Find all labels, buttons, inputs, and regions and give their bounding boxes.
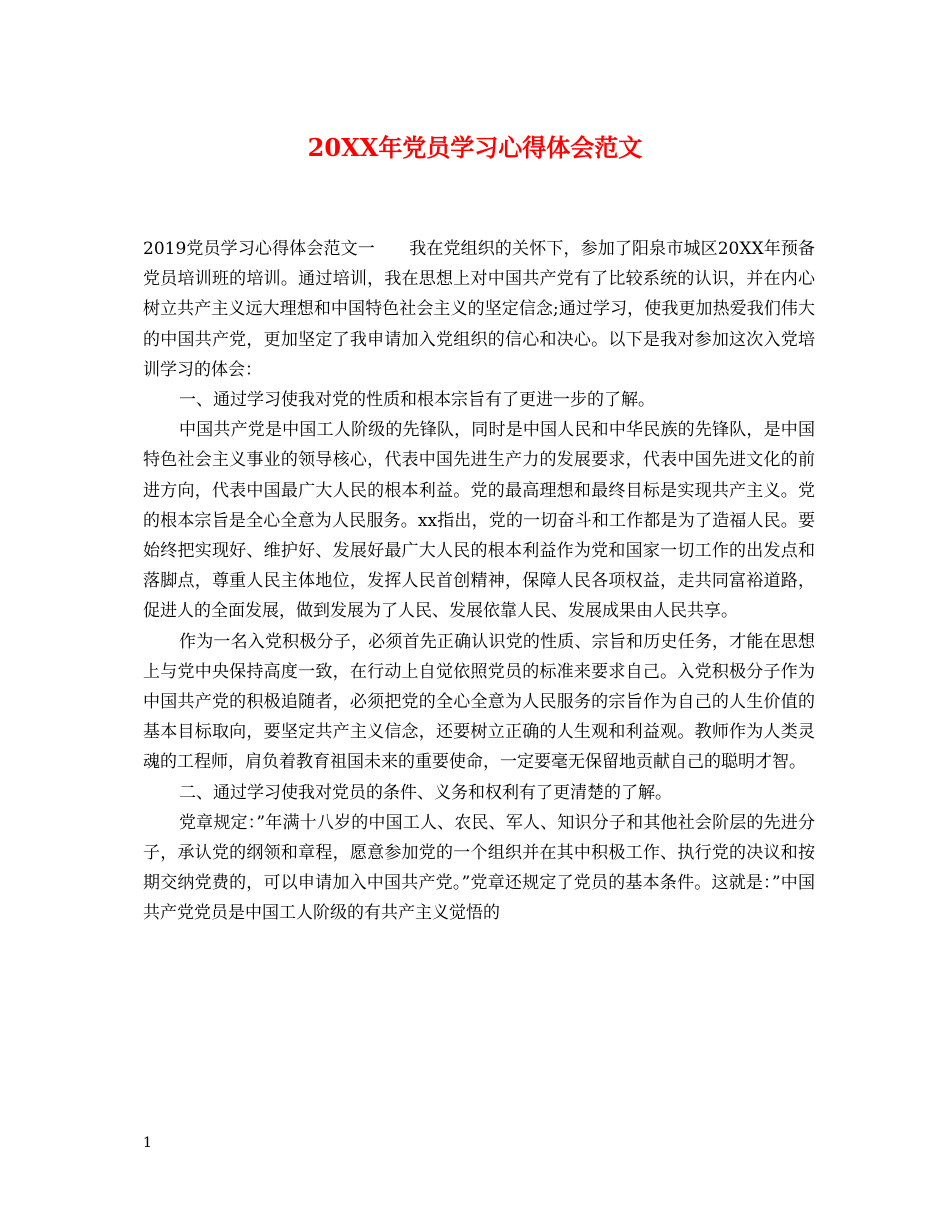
document-title: 20XX年党员学习心得体会范文 bbox=[307, 133, 643, 162]
section-heading-1: 一、通过学习使我对党的性质和根本宗旨有了更进一步的了解。 bbox=[179, 390, 655, 411]
section-heading-2: 二、通过学习使我对党员的条件、义务和权利有了更清楚的了解。 bbox=[179, 782, 672, 803]
paragraph-activist-role: 作为一名入党积极分子，必须首先正确认识党的性质、宗旨和历史任务，才能在思想上与党中央保持高度一致，在行动上自觉依照党员的标准来要求自己。入党积极分子作为中国共产党的积极追随者，必须把党的全心全意为人民服务的宗旨作为自己的人生价值的基本目标取向，要坚定共产主义信念，还要树立正确的人生观和利益观。教师作为人类灵魂的工程师，肩负着教育祖国未来的重要使命，一定要毫无保留地贡献自己的聪明才智。 bbox=[143, 631, 815, 773]
paragraph-intro: 2019党员学习心得体会范文一 我在党组织的关怀下，参加了阳泉市城区20XX年预备党员培训班的培训。通过培训，我在思想上对中国共产党有了比较系统的认识，并在内心树立共产主义远大理想和中国特色社会主义的坚定信念;通过学习，使我更加热爱我们伟大的中国共产党，更加坚定了我申请加入党组织的信心和决心。以下是我对参加这次入党培训学习的体会： bbox=[143, 239, 815, 380]
paragraph-party-constitution: 党章规定：”年满十八岁的中国工人、农民、军人、知识分子和其他社会阶层的先进分子，承认党的纲领和章程，愿意参加党的一个组织并在其中积极工作、执行党的决议和按期交纳党费的，可以申请加入中国共产党。”党章还规定了党员的基本条件。这就是：”中国共产党党员是中国工人阶级的有共产主义觉悟的 bbox=[143, 812, 815, 924]
page-number: 1 bbox=[143, 1135, 152, 1151]
document-body bbox=[143, 234, 815, 929]
paragraph-party-nature: 中国共产党是中国工人阶级的先锋队，同时是中国人民和中华民族的先锋队，是中国特色社会主义事业的领导核心，代表中国先进生产力的发展要求，代表中国先进文化的前进方向，代表中国最广大人民的根本利益。党的最高理想和最终目标是实现共产主义。党的根本宗旨是全心全意为人民服务。xx指出，党的一切奋斗和工作都是为了造福人民。要始终把实现好、维护好、发展好最广大人民的根本利益作为党和国家一切工作的出发点和落脚点，尊重人民主体地位，发挥人民首创精神，保障人民各项权益，走共同富裕道路，促进人的全面发展，做到发展为了人民、发展依靠人民、发展成果由人民共享。 bbox=[143, 420, 815, 622]
